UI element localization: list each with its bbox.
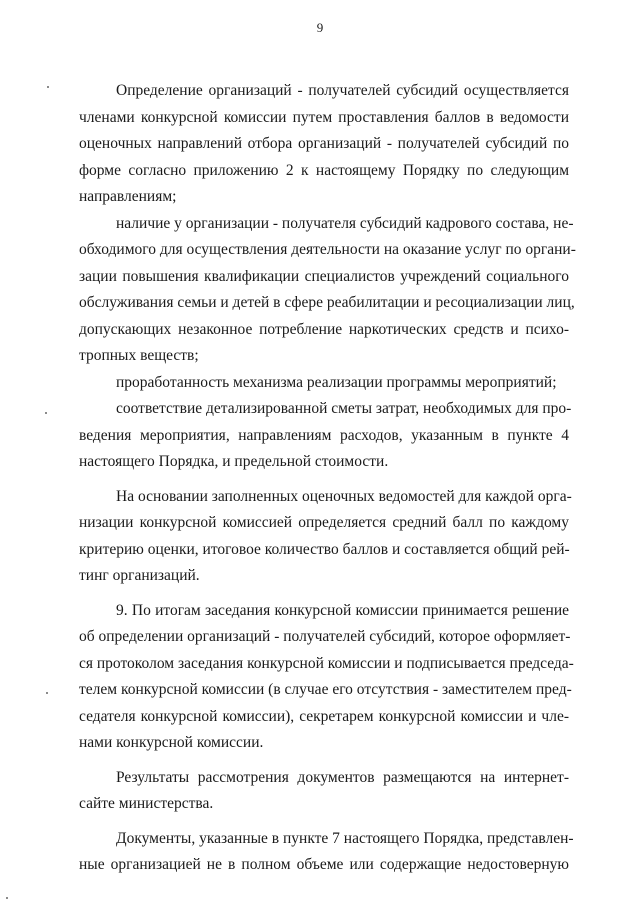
text-line: обходимого для осуществления деятельности на оказание услуг по органи- bbox=[79, 241, 576, 258]
text-line: соответствие детализированной сметы затрат, необходимых для про- bbox=[116, 400, 572, 417]
paragraph bbox=[79, 484, 572, 590]
text-line: обслуживания семьи и детей в сфере реабилитации и ресоциализации лиц, bbox=[79, 294, 575, 311]
text-line: Определение организаций - получателей субсидий осуществляется bbox=[116, 82, 569, 99]
paragraph bbox=[79, 78, 569, 211]
text-line: допускающих незаконное потребление наркотических средств и психо- bbox=[79, 320, 569, 338]
text-line: об определении организаций - получателей субсидий, которое оформляет- bbox=[79, 628, 571, 645]
text-line: низации конкурсной комиссией определяется средний балл по каждому bbox=[79, 514, 569, 531]
text-line: зации повышения квалификации специалистов учреждений социального bbox=[79, 267, 569, 285]
paragraph bbox=[79, 826, 574, 879]
text-line: седателя конкурсной комиссии), секретарем конкурсной комиссии и чле- bbox=[79, 707, 569, 725]
paragraph bbox=[79, 370, 569, 397]
paragraph bbox=[79, 765, 569, 818]
scan-speck bbox=[46, 692, 48, 694]
text-line: ся протоколом заседания конкурсной комиссии и подписывается председа- bbox=[79, 654, 574, 672]
text-line: членами конкурсной комиссии путем проставления баллов в ведомости bbox=[79, 108, 569, 126]
text-line: наличие у организации - получателя субсидий кадрового состава, не- bbox=[116, 214, 574, 232]
text-line: форме согласно приложению 2 к настоящему Порядку по следующим bbox=[79, 161, 569, 179]
text-line: На основании заполненных оценочных ведомостей для каждой орга- bbox=[116, 487, 572, 505]
text-line: Результаты рассмотрения документов размещаются на интернет- bbox=[116, 768, 569, 786]
text-line: сайте министерства. bbox=[79, 795, 214, 812]
scan-speck bbox=[6, 897, 8, 899]
text-line: критерию оценки, итоговое количество баллов и составляется общий рей- bbox=[79, 540, 570, 558]
text-line: тропных веществ; bbox=[79, 347, 199, 364]
text-line: настоящего Порядка, и предельной стоимости. bbox=[79, 453, 389, 470]
text-line: ные организацией не в полном объеме или содержащие недостоверную bbox=[79, 856, 569, 873]
text-line: направлениям; bbox=[79, 188, 177, 205]
text-line: тинг организаций. bbox=[79, 567, 200, 584]
paragraph bbox=[79, 211, 576, 370]
document-body bbox=[79, 78, 576, 879]
paragraph bbox=[79, 598, 574, 757]
scan-speck bbox=[47, 86, 49, 88]
text-line: 9. По итогам заседания конкурсной комиссии принимается решение bbox=[116, 601, 569, 619]
text-line: нами конкурсной комиссии. bbox=[79, 734, 264, 751]
text-line: телем конкурсной комиссии (в случае его отсутствия - заместителем пред- bbox=[79, 681, 572, 698]
paragraph bbox=[79, 396, 572, 476]
scan-speck bbox=[45, 412, 47, 414]
text-line: Документы, указанные в пункте 7 настоящего Порядка, представлен- bbox=[116, 829, 574, 847]
page-number: 9 bbox=[316, 20, 324, 35]
text-line: оценочных направлений отбора организаций - получателей субсидий по bbox=[79, 135, 569, 152]
text-line: проработанность механизма реализации программы мероприятий; bbox=[116, 373, 557, 391]
text-line: ведения мероприятия, направлениям расходов, указанным в пункте 4 bbox=[79, 426, 569, 444]
